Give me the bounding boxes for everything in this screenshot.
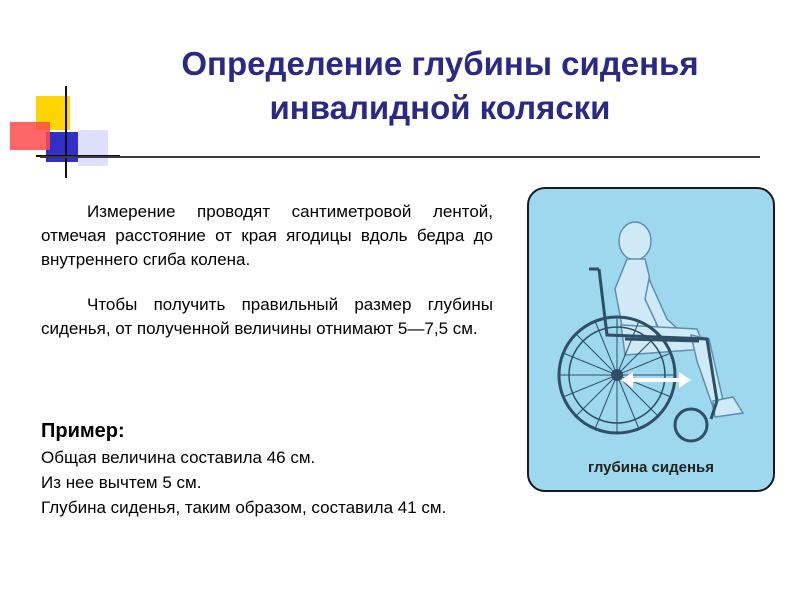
example-block [41, 418, 493, 520]
decorative-squares [0, 80, 120, 190]
figure-caption: глубина сиденья [587, 459, 715, 476]
example-line: Из нее вычтем 5 см. [41, 473, 202, 492]
example-heading: Пример: [41, 420, 125, 442]
wheelchair-figure [527, 187, 775, 492]
description [41, 200, 493, 341]
page-title: Определение глубины сиденья инвалидной коляски [181, 45, 699, 126]
example-line: Общая величина составила 46 см. [41, 448, 316, 467]
title-divider [40, 156, 760, 158]
paragraph-correction: Чтобы получить правильный размер глубины сиденья, от полученной величины отнимают 5—7,5 см. [41, 295, 493, 338]
wheelchair-seated-person-icon [529, 189, 775, 492]
example-line: Глубина сиденья, таким образом, составила 41 см. [41, 498, 447, 517]
seat-depth-arrow-icon [621, 372, 691, 388]
paragraph-measurement: Измерение проводят сантиметровой лентой, отмечая расстояние от края ягодицы вдоль бедра до внутреннего сгиба колена. [41, 202, 493, 269]
